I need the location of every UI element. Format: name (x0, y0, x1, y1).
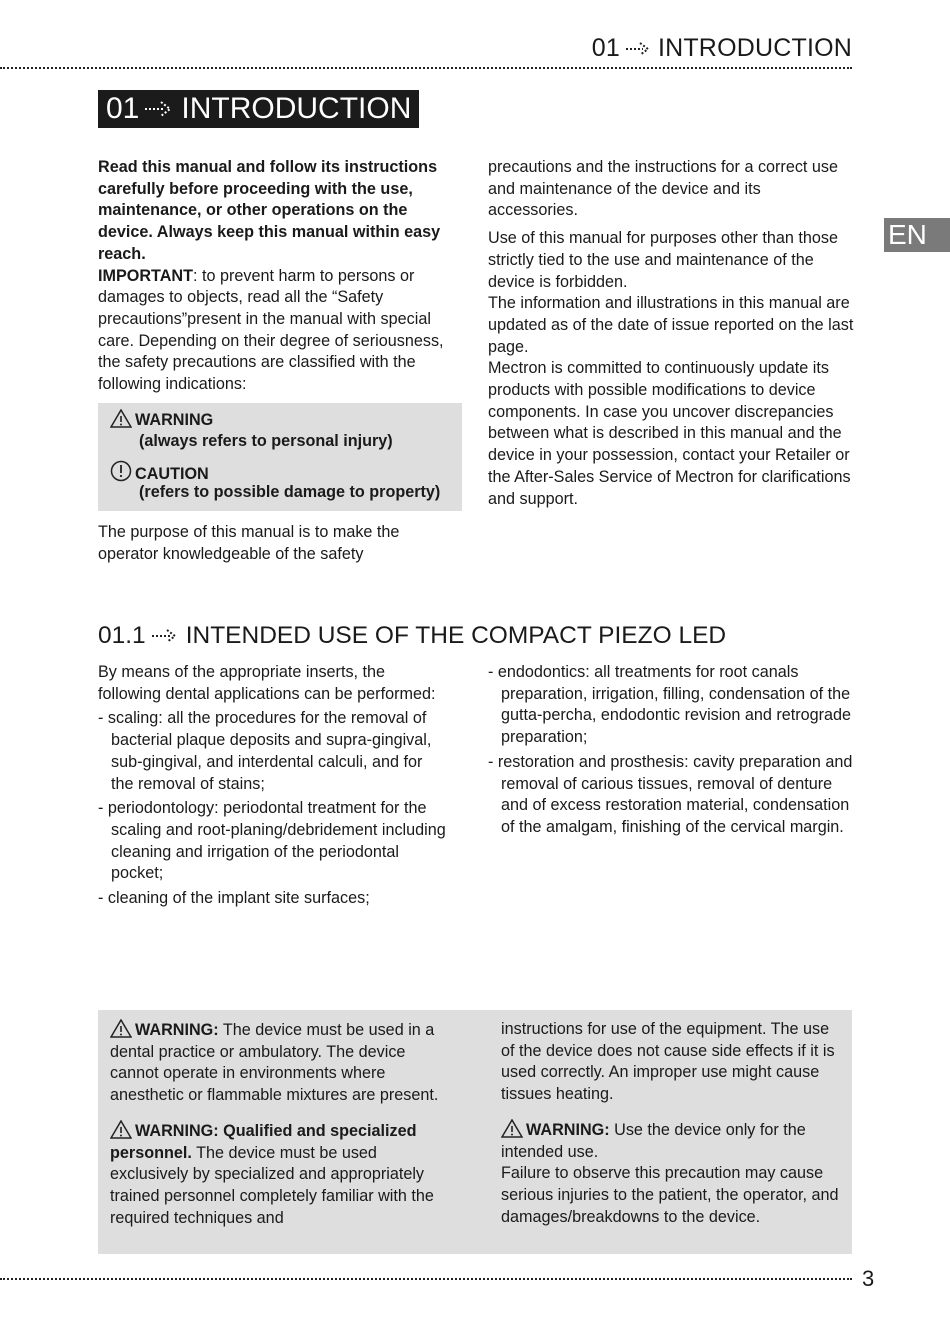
warning-triangle-icon (110, 409, 132, 428)
list-item: - periodontology: periodontal treatment for the scaling and root-planing/debridement including cleaning and irrigation of the periodontal pocket; (98, 799, 446, 883)
warning-text: Use the device only for the intended use. (501, 1120, 806, 1161)
caution-label: CAUTION (135, 465, 209, 483)
intro-lead: Read this manual and follow its instructions carefully before proceeding with the use, maintenance, or other operations on the device. Always keep this manual within easy reach. (98, 158, 441, 263)
warnings-right (501, 1019, 846, 1228)
caution-circle-icon (110, 460, 132, 482)
warning-triangle-icon (110, 1019, 132, 1038)
page-number: 3 (862, 1266, 875, 1291)
warning-legend (110, 409, 213, 432)
subsection-title (98, 622, 726, 650)
uses-intro: By means of the appropriate inserts, the following dental applications can be performed: (98, 663, 436, 703)
header-divider (0, 67, 852, 69)
header-number: 01 (591, 34, 620, 62)
dotted-arrow-icon (152, 628, 180, 644)
header-title: INTRODUCTION (657, 34, 852, 62)
dotted-arrow-icon (145, 100, 175, 118)
section-title (98, 90, 419, 128)
intro-right-column (488, 157, 854, 510)
list-item: - endodontics: all treatments for root canals preparation, irrigation, filling, condensation of the gutta-percha, endodontic revision and retrograde preparation; (488, 663, 852, 747)
list-item: - cleaning of the implant site surfaces; (98, 889, 370, 908)
warning-personnel (110, 1120, 455, 1230)
intro-right-p2: Use of this manual for purposes other than those strictly tied to the use and maintenance of the device is forbidden. (488, 229, 839, 291)
warning-practice (110, 1019, 455, 1107)
warnings-left (110, 1019, 455, 1229)
important-label: IMPORTANT (98, 266, 194, 285)
intro-right-p3: The information and illustrations in this manual are updated as of the date of issue reported on the last page. (488, 294, 854, 356)
warning-label: WARNING: (526, 1120, 610, 1139)
section-title-text: INTRODUCTION (181, 92, 412, 125)
safety-legend-box (98, 403, 462, 511)
language-tab-label: EN (888, 219, 927, 250)
subsection-number: 01.1 (98, 622, 146, 649)
subsection-title-text: INTENDED USE OF THE COMPACT PIEZO LED (185, 622, 727, 649)
intro-right-p1: precautions and the instructions for a correct use and maintenance of the device and its accessories. (488, 158, 839, 220)
purpose-paragraph (98, 522, 458, 565)
dotted-arrow-icon (626, 41, 652, 57)
warning-text: The device must be used in a dental practice or ambulatory. The device cannot operate in environments where anesthetic or flammable mixtures are present. (110, 1021, 439, 1105)
list-item: - scaling: all the procedures for the removal of bacterial plaque deposits and supra-gingival, sub-gingival, and interdental calculi, and for the removal of stains; (98, 709, 432, 793)
warning-triangle-icon (501, 1119, 523, 1138)
purpose-text: The purpose of this manual is to make the operator knowledgeable of the safety (98, 523, 400, 563)
language-tab[interactable] (884, 218, 950, 252)
warning-note: (always refers to personal injury) (139, 432, 393, 450)
warning-label: WARNING: Qualified and specialized personnel. (110, 1121, 417, 1162)
important-paragraph (98, 266, 458, 396)
important-text: : to prevent harm to persons or damages to objects, read all the “Safety precautions”present in the manual with special care. Depending on their degree of seriousness, the safety precautions are classified with the following indications: (98, 266, 444, 394)
running-header (592, 34, 852, 63)
footer-divider (0, 1278, 852, 1280)
warning-triangle-icon (110, 1120, 132, 1139)
warning-intended-use (501, 1119, 846, 1163)
warning-label: WARNING (135, 411, 214, 429)
warning-text: The device must be used exclusively by specialized and appropriately trained personnel completely familiar with the required techniques and (110, 1143, 434, 1227)
intro-right-p4: Mectron is committed to continuously update its products with possible modifications to device components. In case you uncover discrepancies between what is described in this manual and the device in your possession, contact your Retailer or the After-Sales Service of Mectron for clarifications and support. (488, 359, 851, 508)
warning-consequences: Failure to observe this precaution may cause serious injuries to the patient, the operator, and damages/breakdowns to the device. (501, 1164, 839, 1226)
list-item: - restoration and prosthesis: cavity preparation and removal of carious tissues, removal of denture and of excess restoration material, condensation of the amalgam, finishing of the cervical margin. (488, 752, 853, 836)
warning-label: WARNING: (135, 1021, 219, 1039)
caution-note: (refers to possible damage to property) (139, 483, 441, 501)
intro-left-column (98, 157, 458, 396)
uses-left-column (98, 662, 448, 910)
warnings-continued: instructions for use of the equipment. The use of the device does not cause side effects if it is used correctly. An improper use might cause tissues heating. (501, 1020, 835, 1104)
section-number: 01 (106, 92, 140, 125)
uses-right-column (488, 662, 854, 839)
warnings-box (98, 1010, 852, 1254)
